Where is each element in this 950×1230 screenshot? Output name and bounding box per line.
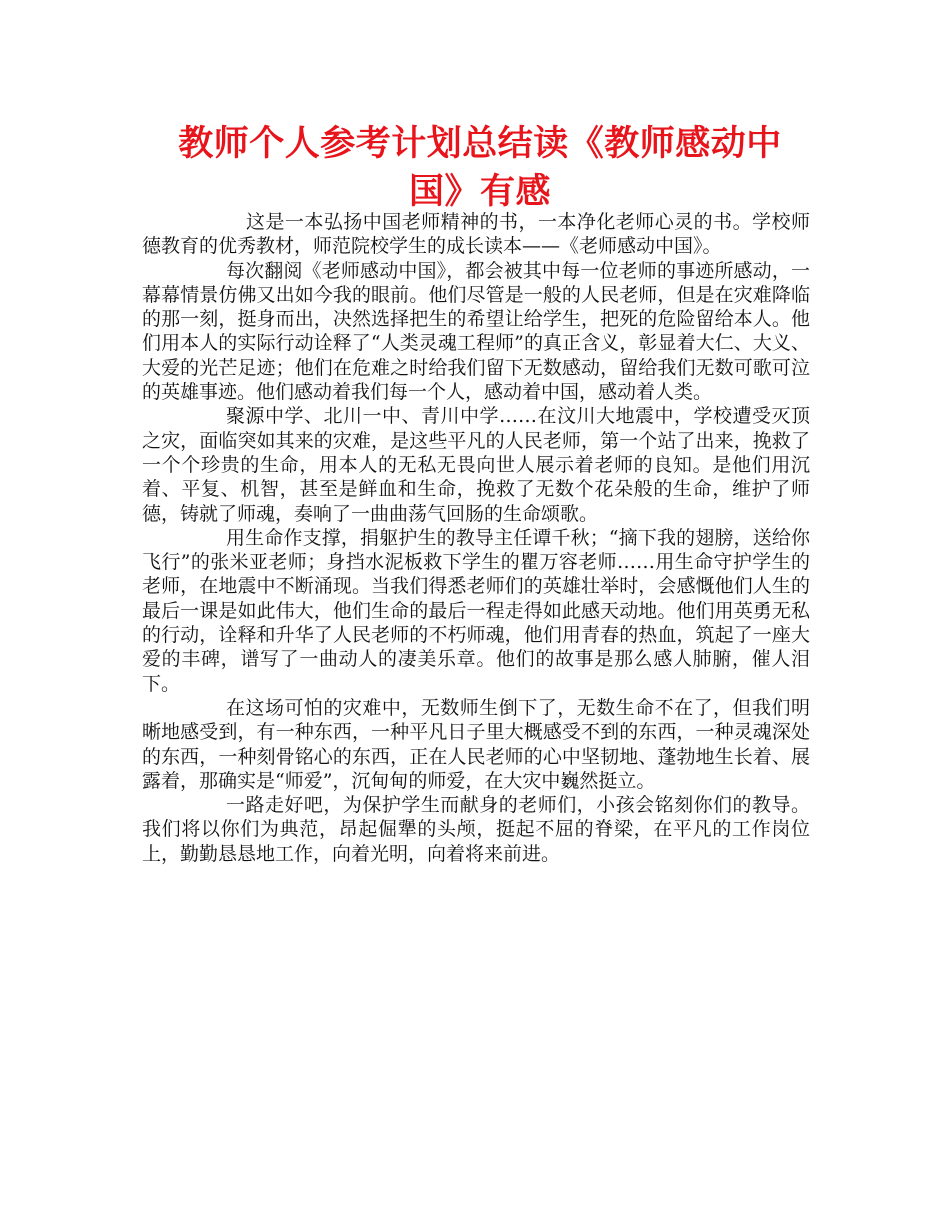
paragraph-3: 聚源中学、北川一中、青川中学……在汶川大地震中，学校遭受灭顶之灾，面临突如其来的灾难，是这些平凡的人民老师，第一个站了出来，挽救了一个个珍贵的生命，用本人的无私无畏向世人展示着老师的良知。是他们用沉着、平复、机智，甚至是鲜血和生命，挽救了无数个花朵般的生命，维护了师德，铸就了师魂，奏响了一曲曲荡气回肠的生命颂歌。 <box>142 405 810 525</box>
paragraph-5: 在这场可怕的灾难中，无数师生倒下了，无数生命不在了，但我们明晰地感受到，有一种东西，一种平凡日子里大概感受不到的东西，一种灵魂深处的东西，一种刻骨铭心的东西，正在人民老师的心中坚韧地、蓬勃地生长着、展露着，那确实是“师爱”，沉甸甸的师爱，在大灾中巍然挺立。 <box>142 696 810 792</box>
title-line-1: 教师个人参考计划总结读《教师感动中 <box>178 124 782 164</box>
document-body <box>142 210 810 866</box>
paragraph-1: 这是一本弘扬中国老师精神的书，一本净化老师心灵的书。学校师德教育的优秀教材，师范院校学生的成长读本——《老师感动中国》。 <box>142 211 810 258</box>
document-title <box>150 120 810 216</box>
paragraph-4: 用生命作支撑，捐躯护生的教导主任谭千秋；“摘下我的翅膀，送给你飞行”的张米亚老师；身挡水泥板救下学生的瞿万容老师……用生命守护学生的老师，在地震中不断涌现。当我们得悉老师们的英雄壮举时，会感慨他们人生的最后一课是如此伟大，他们生命的最后一程走得如此感天动地。他们用英勇无私的行动，诠释和升华了人民老师的不朽师魂，他们用青春的热血，筑起了一座大爱的丰碑，谱写了一曲动人的凄美乐章。他们的故事是那么感人肺腑，催人泪下。 <box>142 526 810 695</box>
title-line-2: 国》有感 <box>408 172 551 212</box>
paragraph-6: 一路走好吧，为保护学生而献身的老师们，小孩会铭刻你们的教导。我们将以你们为典范，昂起倔犟的头颅，挺起不屈的脊梁，在平凡的工作岗位上，勤勤恳恳地工作，向着光明，向着将来前进。 <box>142 794 810 865</box>
paragraph-2: 每次翻阅《老师感动中国》，都会被其中每一位老师的事迹所感动，一幕幕情景仿佛又出如今我的眼前。他们尽管是一般的人民老师，但是在灾难降临的那一刻，挺身而出，决然选择把生的希望让给学生，把死的危险留给本人。他们用本人的实际行动诠释了“人类灵魂工程师”的真正含义，彰显着大仁、大义、大爱的光芒足迹；他们在危难之时给我们留下无数感动，留给我们无数可歌可泣的英雄事迹。他们感动着我们每一个人，感动着中国，感动着人类。 <box>142 259 810 404</box>
